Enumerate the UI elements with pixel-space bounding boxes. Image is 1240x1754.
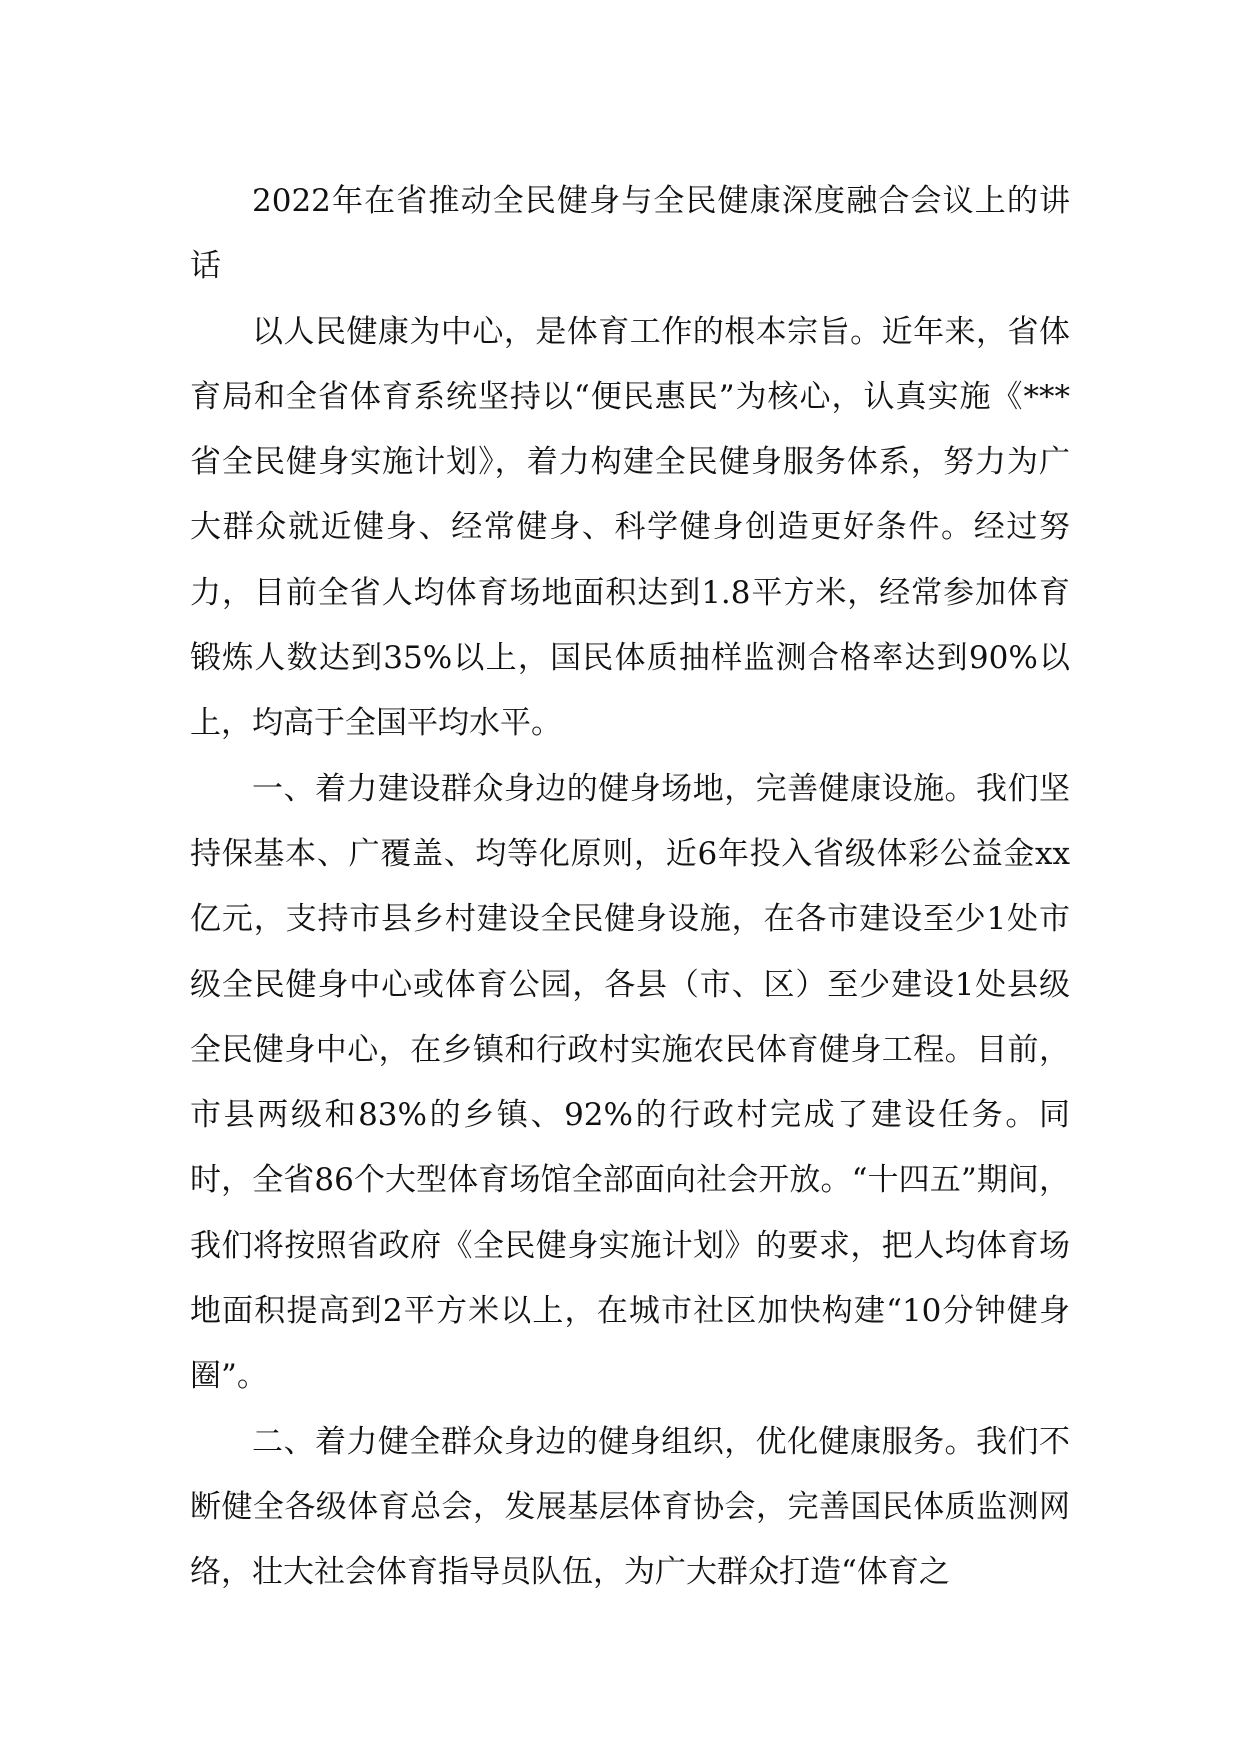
paragraph-intro: 以人民健康为中心，是体育工作的根本宗旨。近年来，省体育局和全省体育系统坚持以“便民惠民”为核心，认真实施《***省全民健身实施计划》，着力构建全民健身服务体系，努力为广大群众就近健身、经常健身、科学健身创造更好条件。经过努力，目前全省人均体育场地面积达到1.8平方米，经常参加体育锻炼人数达到35%以上，国民体质抽样监测合格率达到90%以上，均高于全国平均水平。 bbox=[190, 313, 1070, 742]
document-body bbox=[190, 169, 1070, 1606]
document-title: 2022年在省推动全民健身与全民健康深度融合会议上的讲话 bbox=[190, 183, 1070, 285]
paragraph-section-one: 一、着力建设群众身边的健身场地，完善健康设施。我们坚持保基本、广覆盖、均等化原则，近6年投入省级体彩公益金xx亿元，支持市县乡村建设全民健身设施，在各市建设至少1处市级全民健身中心或体育公园，各县（市、区）至少建设1处县级全民健身中心，在乡镇和行政村实施农民体育健身工程。目前，市县两级和83%的乡镇、92%的行政村完成了建设任务。同时，全省86个大型体育场馆全部面向社会开放。“十四五”期间，我们将按照省政府《全民健身实施计划》的要求，把人均体育场地面积提高到2平方米以上，在城市社区加快构建“10分钟健身圈”。 bbox=[190, 770, 1070, 1395]
paragraph-section-two: 二、着力健全群众身边的健身组织，优化健康服务。我们不断健全各级体育总会，发展基层体育协会，完善国民体质监测网络，壮大社会体育指导员队伍，为广大群众打造“体育之 bbox=[190, 1423, 1070, 1591]
